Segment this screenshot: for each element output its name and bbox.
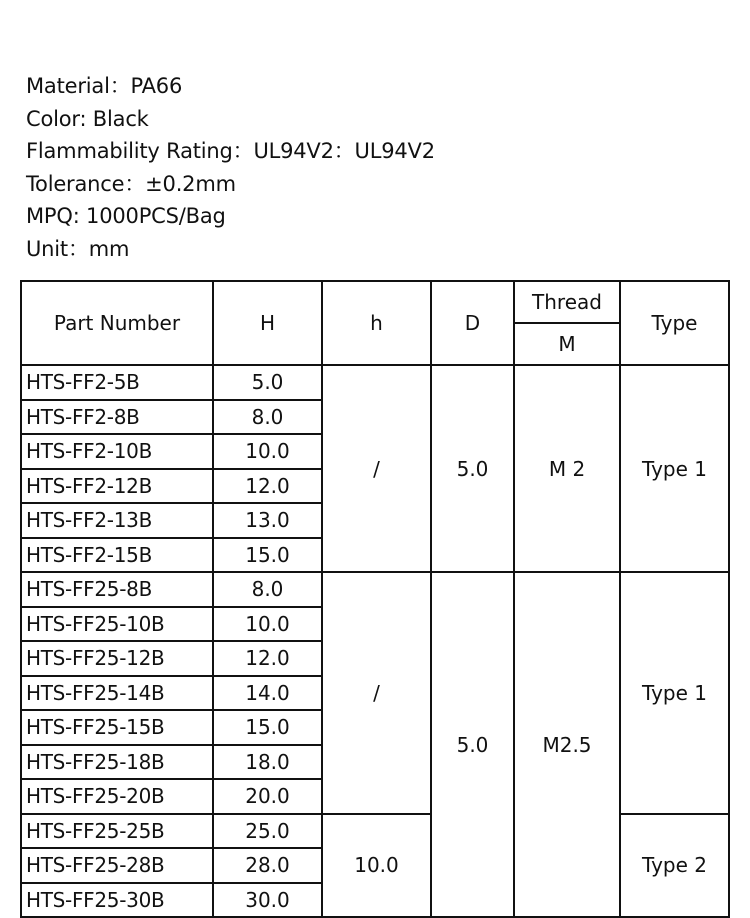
part-number-cell: HTS-FF25-18B [21,745,213,780]
H-cell: 20.0 [213,779,322,814]
header-h: h [322,281,431,365]
H-cell: 8.0 [213,572,322,607]
part-number-cell: HTS-FF2-8B [21,400,213,435]
part-number-cell: HTS-FF25-10B [21,607,213,642]
part-number-cell: HTS-FF25-14B [21,676,213,711]
spec-color: Color: Black [26,106,149,131]
H-cell: 15.0 [213,538,322,573]
part-number-cell: HTS-FF25-20B [21,779,213,814]
header-H: H [213,281,322,365]
part-number-cell: HTS-FF2-15B [21,538,213,573]
table-row [21,814,729,849]
table-row [21,365,729,400]
H-cell: 10.0 [213,434,322,469]
H-cell: 18.0 [213,745,322,780]
header-thread: Thread [514,281,620,323]
header-part-number: Part Number [21,281,213,365]
table-row [21,572,729,607]
H-cell: 15.0 [213,710,322,745]
part-number-cell: HTS-FF25-8B [21,572,213,607]
spec-flammability: Flammability Rating：UL94V2：UL94V2 [26,139,435,164]
H-cell: 5.0 [213,365,322,400]
header-D: D [431,281,514,365]
type-cell-group2a: Type 1 [620,572,729,814]
part-number-cell: HTS-FF2-12B [21,469,213,504]
header-thread-m: M [514,323,620,365]
h-cell-group2a: / [322,572,431,814]
thread-cell-group2: M2.5 [514,572,620,917]
part-number-cell: HTS-FF2-13B [21,503,213,538]
spec-list [26,70,435,266]
h-cell-group2b: 10.0 [322,814,431,918]
part-number-cell: HTS-FF25-15B [21,710,213,745]
part-number-cell: HTS-FF2-5B [21,365,213,400]
thread-cell-group1: M 2 [514,365,620,572]
dimension-table [20,280,730,918]
spec-material: Material：PA66 [26,74,183,98]
spec-tolerance: Tolerance：±0.2mm [26,171,236,196]
H-cell: 12.0 [213,641,322,676]
D-cell-group2: 5.0 [431,572,514,917]
header-row [21,281,729,323]
H-cell: 28.0 [213,848,322,883]
H-cell: 14.0 [213,676,322,711]
type-cell-group2b: Type 2 [620,814,729,918]
H-cell: 12.0 [213,469,322,504]
part-number-cell: HTS-FF25-25B [21,814,213,849]
type-cell-group1: Type 1 [620,365,729,572]
H-cell: 30.0 [213,883,322,918]
part-number-cell: HTS-FF2-10B [21,434,213,469]
part-number-cell: HTS-FF25-28B [21,848,213,883]
spec-mpq: MPQ: 1000PCS/Bag [26,204,226,229]
part-number-cell: HTS-FF25-30B [21,883,213,918]
H-cell: 8.0 [213,400,322,435]
D-cell-group1: 5.0 [431,365,514,572]
H-cell: 13.0 [213,503,322,538]
header-type: Type [620,281,729,365]
H-cell: 25.0 [213,814,322,849]
spec-unit: Unit：mm [26,236,130,261]
h-cell-group1: / [322,365,431,572]
part-number-cell: HTS-FF25-12B [21,641,213,676]
H-cell: 10.0 [213,607,322,642]
